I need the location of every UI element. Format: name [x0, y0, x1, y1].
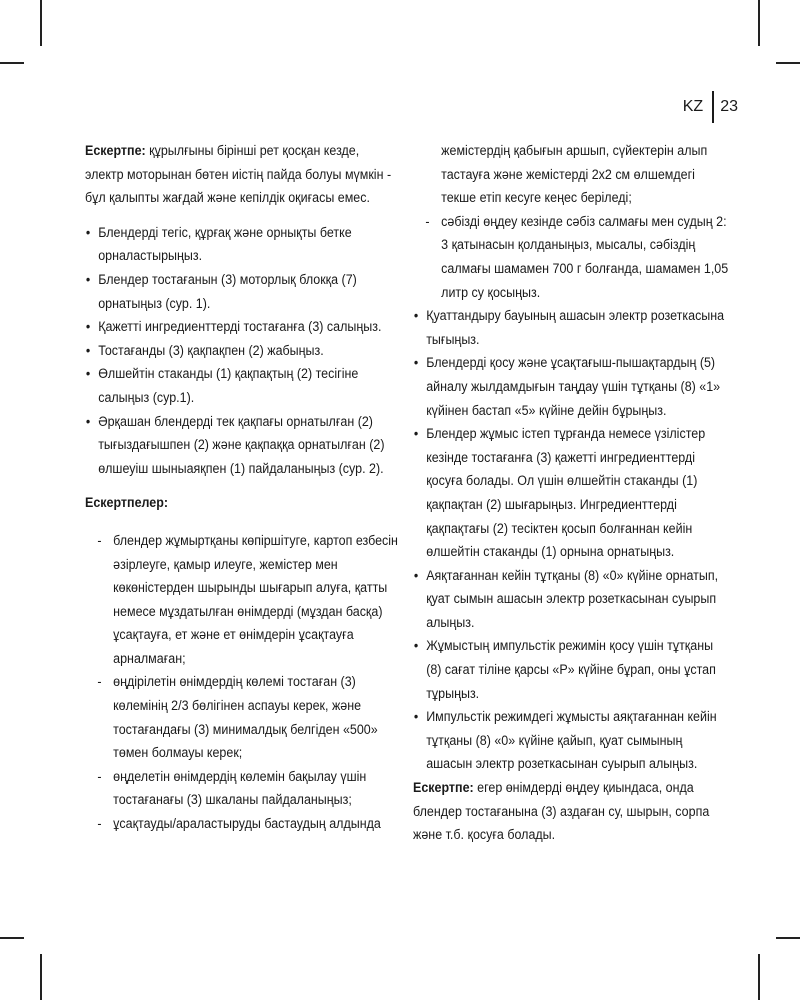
list-item: • Жұмыстың импульстік режимін қосу үшін тұтқаны (8) сағат тіліне қарсы «P» күйіне бұрап, оны ұстап тұрыңыз.: [413, 635, 730, 706]
note-label: Ескертпе:: [85, 143, 146, 159]
crop-mark: [40, 0, 42, 46]
page-header: [683, 91, 738, 123]
right-column: [413, 140, 730, 859]
note-paragraph: [413, 777, 730, 848]
list-item: - өңделетін өнімдердің көлемін бақылау үшін тостағанағы (3) шкаланы пайдаланыңыз;: [85, 766, 400, 813]
notes-list-continued: [413, 140, 730, 305]
note-text: егер өнімдерді өңдеу қиындаса, онда блендер тостағанына (3) аздаған су, шырын, сорпа және т.б. қосуға болады.: [413, 780, 710, 844]
list-item: • Блендер жұмыс істеп тұрғанда немесе үзілістер кезінде тостағанға (3) қажетті ингредиенттерді қосуға болады. Ол үшін өлшейтін стаканды (1) қақпақтан (2) шығарыңыз. Ингредиенттерді қақпақтағы (2) тесіктен қосып болғаннан кейін өлшейтін стаканды (1) орнына орнатыңыз.: [413, 423, 730, 565]
list-item: • Өлшейтін стаканды (1) қақпақтың (2) тесігіне салыңыз (сур.1).: [85, 363, 400, 410]
crop-mark: [776, 62, 800, 64]
list-item: - ұсақтауды/араластыруды бастаудың алдында: [85, 813, 400, 837]
list-item: - сәбізді өңдеу кезінде сәбіз салмағы мен судың 2: 3 қатынасын қолданыңыз, мысалы, сәбіздің салмағы шамамен 700 г болғанда, шамамен 1,05 литр су қосыңыз.: [413, 211, 730, 305]
list-item: • Қуаттандыру бауының ашасын электр розеткасына тығыңыз.: [413, 305, 730, 352]
crop-mark: [758, 954, 760, 1000]
notes-label: Ескертпелер:: [85, 495, 169, 512]
crop-mark: [776, 937, 800, 939]
list-item: - өңдірілетін өнімдердің көлемі тостаған (3) көлемінің 2/3 бөлігінен аспауы керек, және тостағандағы (3) минималдық белгіден «500» төмен болмауы керек;: [85, 671, 400, 765]
crop-mark: [0, 62, 24, 64]
list-item: - блендер жұмыртқаны көпіршітуге, картоп езбесін әзірлеуге, қамыр илеуге, жемістер мен көкөністерден шырынды шығарып алуға, қатты немесе мұздатылған өнімдерді (мұздан басқа) ұсақтауға, ет және ет өнімдерін ұсақтауға арналмаған;: [85, 530, 400, 672]
crop-mark: [40, 954, 42, 1000]
list-item: • Блендер тостағанын (3) моторлық блокқа (7) орнатыңыз (сур. 1).: [85, 269, 400, 316]
list-item: • Қажетті ингредиенттерді тостағанға (3) салыңыз.: [85, 316, 400, 340]
notes-list: [85, 530, 400, 837]
crop-mark: [0, 937, 24, 939]
list-item: • Әрқашан блендерді тек қақпағы орнатылған (2) тығыздағышпен (2) және қақпаққа орнатылған (2) өлшеуіш шыныаяқпен (1) пайдаланыңыз (сур. 2).: [85, 411, 400, 482]
note-paragraph: [85, 140, 400, 211]
note-text: құрылғыны бірінші рет қосқан кезде, электр моторынан бөтен иістің пайда болуы мүмкін - бұл қалыпты жағдай және кепілдік оқиғасы емес.: [85, 143, 392, 207]
list-item: • Блендерді қосу және ұсақтағыш-пышақтардың (5) айналу жылдамдығын таңдау үшін тұтқаны (8) «1» күйінен бастап «5» күйіне дейін бұрыңыз.: [413, 352, 730, 423]
page-number: 23: [720, 98, 738, 115]
left-column: [85, 140, 400, 837]
list-item: • Тостағанды (3) қақпақпен (2) жабыңыз.: [85, 340, 400, 364]
instruction-list: [85, 222, 400, 482]
language-code: KZ: [682, 98, 704, 115]
list-item: • Аяқтағаннан кейін тұтқаны (8) «0» күйіне орнатып, қуат сымын ашасын электр розеткасынан суырып алыңыз.: [413, 565, 730, 636]
list-item-continuation: жемістердің қабығын аршып, сүйектерін алып тастауға және жемістерді 2х2 см өлшемдегі текше етіп кесуге кеңес беріледі;: [441, 143, 708, 207]
crop-mark: [758, 0, 760, 46]
list-item: • Блендерді тегіс, құрғақ және орнықты бетке орналастырыңыз.: [85, 222, 400, 269]
list-item: • Импульстік режимдегі жұмысты аяқтағаннан кейін тұтқаны (8) «0» күйіне қайып, қуат сымының ашасын электр розеткасынан суырып алыңыз.: [413, 706, 730, 777]
instruction-list: [413, 305, 730, 777]
notes-heading: [85, 492, 400, 516]
note-label: Ескертпе:: [413, 780, 474, 797]
